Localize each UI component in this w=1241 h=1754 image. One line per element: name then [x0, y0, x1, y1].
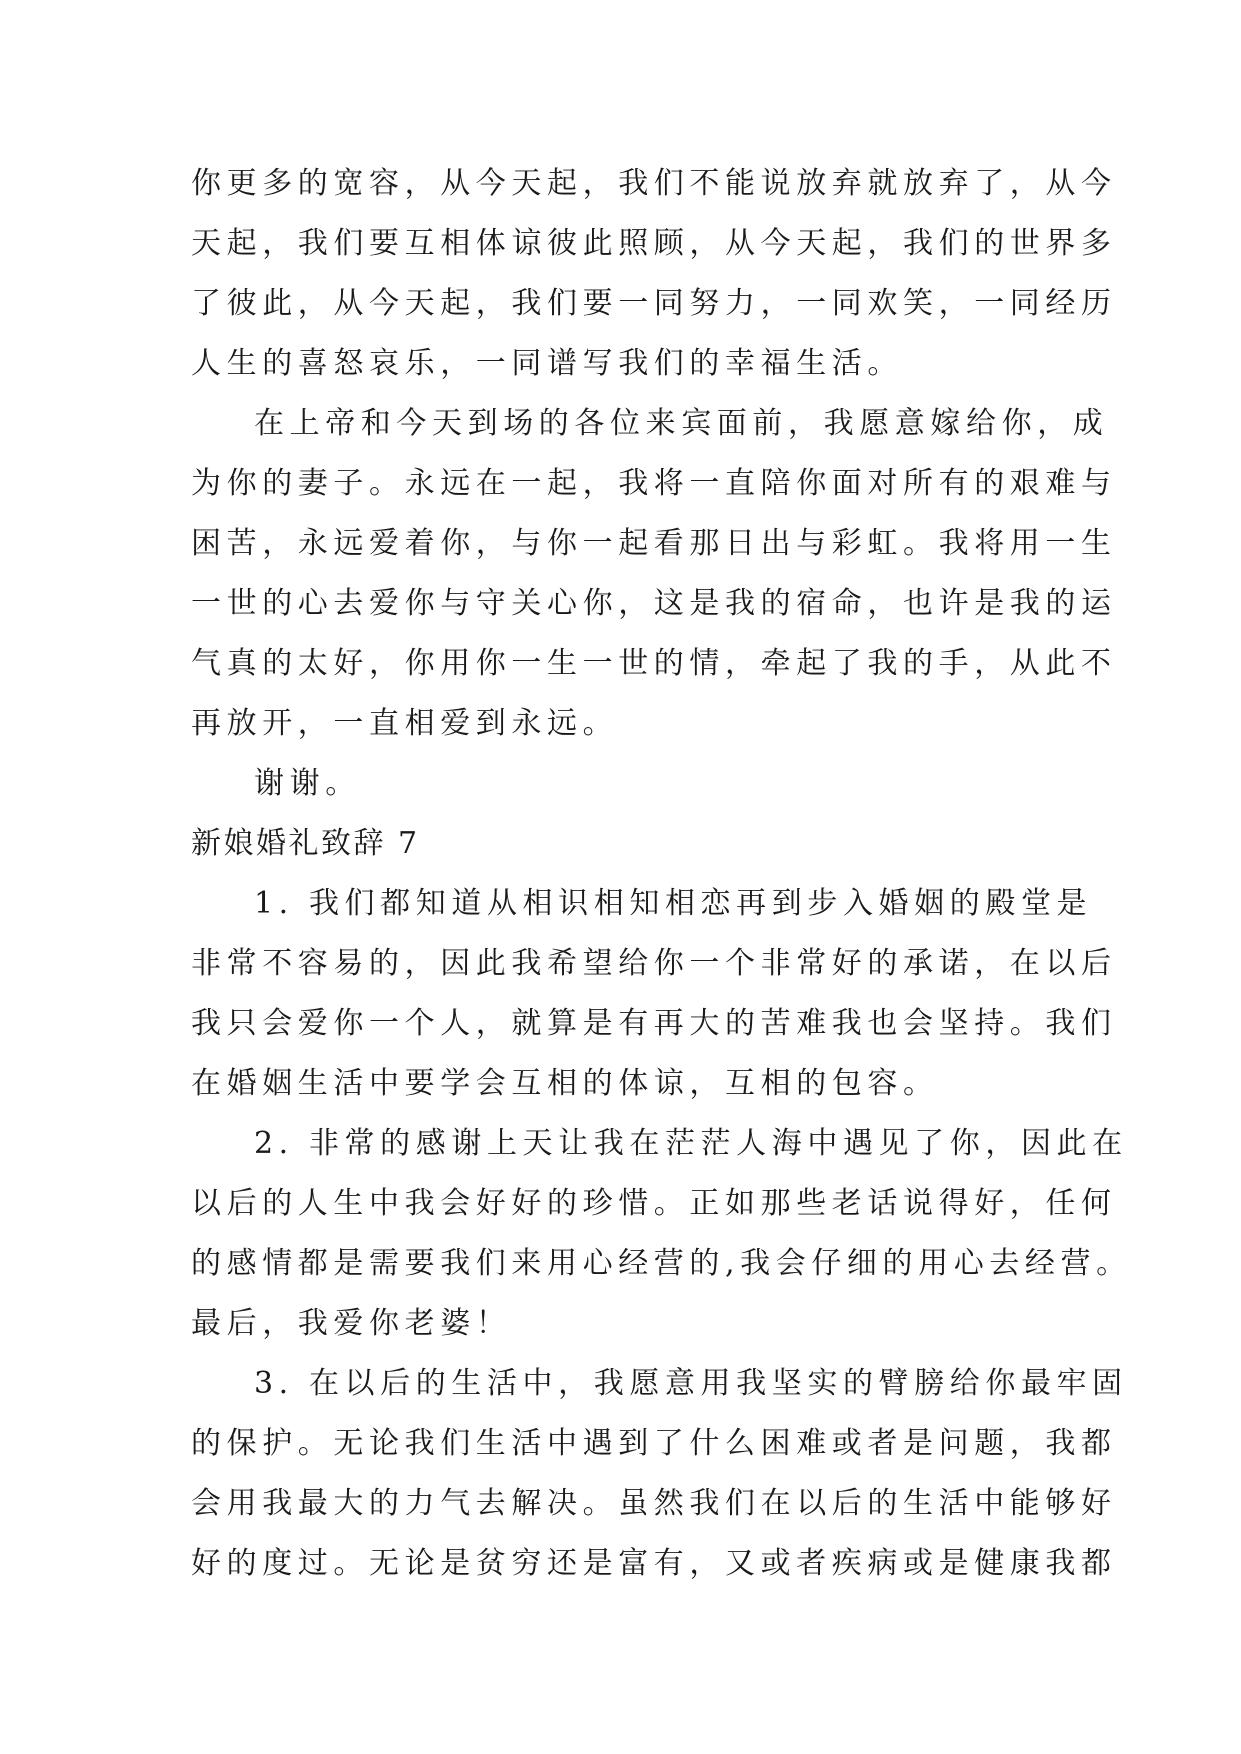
text-line: 非常不容易的，因此我希望给你一个非常好的承诺，在以后 — [191, 946, 1117, 981]
list-item-1: 1. 我们都知道从相识相知相恋再到步入婚姻的殿堂是 — [254, 886, 1093, 921]
text-line: 人生的喜怒哀乐，一同谱写我们的幸福生活。 — [191, 346, 903, 381]
list-item-2: 2. 非常的感谢上天让我在茫茫人海中遇见了你，因此在 — [254, 1126, 1128, 1161]
text-line: 再放开，一直相爱到永远。 — [191, 706, 619, 741]
text-line: 为你的妻子。永远在一起，我将一直陪你面对所有的艰难与 — [191, 466, 1117, 501]
text-line: 在婚姻生活中要学会互相的体谅，互相的包容。 — [191, 1066, 939, 1101]
list-item-3: 3. 在以后的生活中，我愿意用我坚实的臂膀给你最牢固 — [254, 1366, 1128, 1401]
text-line: 一世的心去爱你与守关心你，这是我的宿命，也许是我的运 — [191, 586, 1117, 621]
document-body — [191, 154, 1132, 1594]
text-line: 的保护。无论我们生活中遇到了什么困难或者是问题，我都 — [191, 1426, 1117, 1461]
text-line: 困苦，永远爱着你，与你一起看那日出与彩虹。我将用一生 — [191, 526, 1117, 561]
text-line: 你更多的宽容，从今天起，我们不能说放弃就放弃了，从今 — [191, 166, 1117, 201]
text-line: 好的度过。无论是贫穷还是富有，又或者疾病或是健康我都 — [191, 1546, 1117, 1581]
text-line: 以后的人生中我会好好的珍惜。正如那些老话说得好，任何 — [191, 1186, 1117, 1221]
text-line: 最后，我爱你老婆！ — [191, 1306, 512, 1341]
text-line: 天起，我们要互相体谅彼此照顾，从今天起，我们的世界多 — [191, 226, 1117, 261]
text-line: 我只会爱你一个人，就算是有再大的苦难我也会坚持。我们 — [191, 1006, 1117, 1041]
text-line: 会用我最大的力气去解决。虽然我们在以后的生活中能够好 — [191, 1486, 1117, 1521]
thanks-line: 谢谢。 — [254, 766, 361, 801]
text-line: 了彼此，从今天起，我们要一同努力，一同欢笑，一同经历 — [191, 286, 1117, 321]
paragraph-first-line: 在上帝和今天到场的各位来宾面前，我愿意嫁给你，成 — [254, 406, 1109, 441]
section-heading: 新娘婚礼致辞 7 — [191, 826, 420, 861]
text-line: 气真的太好，你用你一生一世的情，牵起了我的手，从此不 — [191, 646, 1117, 681]
text-line: 的感情都是需要我们来用心经营的,我会仔细的用心去经营。 — [191, 1246, 1132, 1281]
